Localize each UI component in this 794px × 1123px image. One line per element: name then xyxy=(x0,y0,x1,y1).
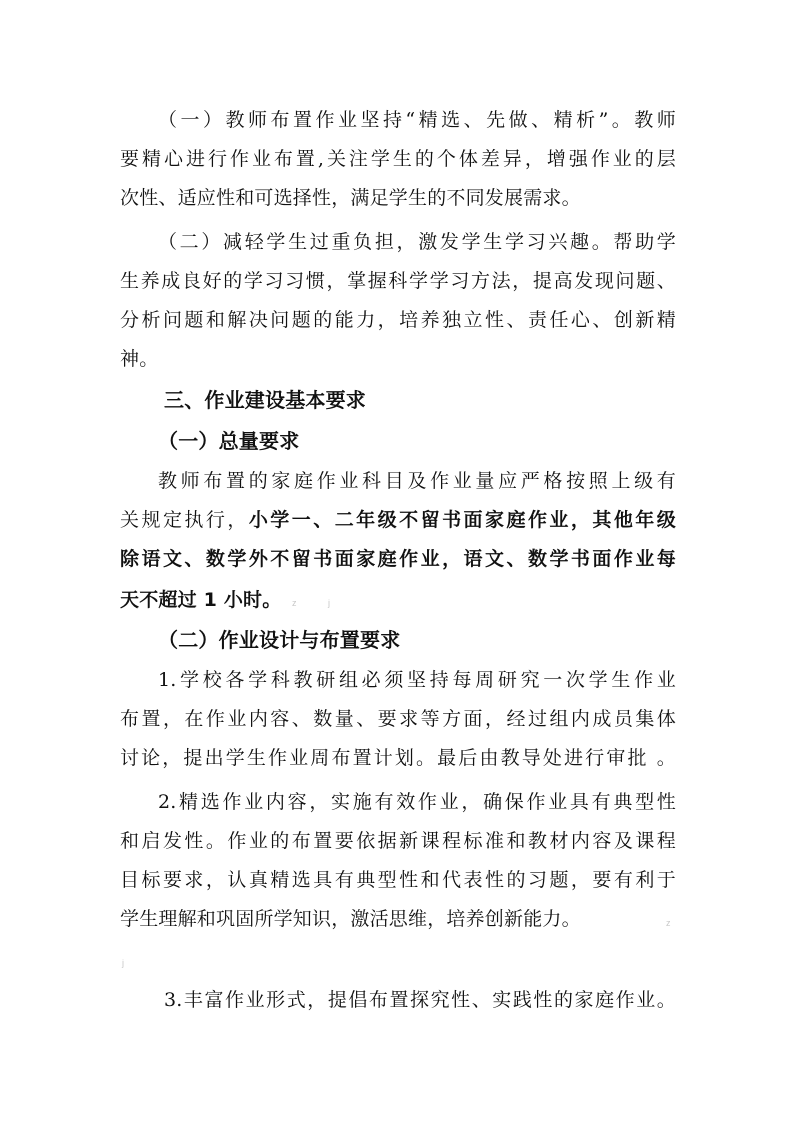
paragraph-4-line-2: 布置，在作业内容、数量、要求等方面，经过组内成员集体 xyxy=(120,708,676,730)
paragraph-1-line-1: （一）教师布置作业坚持“精选、先做、精析”。教师 xyxy=(158,109,676,131)
paragraph-5-line-1: 2.精选作业内容，实施有效作业，确保作业具有典型性 xyxy=(158,791,676,813)
paragraph-3-line-2 xyxy=(120,505,676,535)
paragraph-5-line-4: 学生理解和巩固所学知识，激活思维，培养创新能力。 xyxy=(120,908,581,930)
paragraph-5-line-3: 目标要求，认真精选具有典型性和代表性的习题，要有利于 xyxy=(120,869,676,891)
paragraph-4-line-1: 1.学校各学科教研组必须坚持每周研究一次学生作业 xyxy=(158,669,676,691)
paragraph-1-line-3: 次性、适应性和可选择性，满足学生的不同发展需求。 xyxy=(120,187,581,209)
paragraph-6-line-1: 3.丰富作业形式，提倡布置探究性、实践性的家庭作业。 xyxy=(164,989,676,1011)
paragraph-4-line-3: 讨论，提出学生作业周布置计划。最后由教导处进行审批 。 xyxy=(120,747,676,769)
paragraph-2-line-4: 神。 xyxy=(120,348,159,370)
document-page xyxy=(120,0,676,1123)
mark-z-2: z xyxy=(666,918,671,928)
sub-2-heading: （二）作业设计与布置要求 xyxy=(158,628,401,652)
paragraph-3-line-3: 除语文、数学外不留书面家庭作业，语文、数学书面作业每 xyxy=(120,548,676,570)
paragraph-2-line-1: （二）减轻学生过重负担，激发学生学习兴趣。帮助学 xyxy=(158,231,676,253)
section-3-heading: 三、作业建设基本要求 xyxy=(164,388,366,412)
sub-1-heading: （一）总量要求 xyxy=(158,429,300,453)
paragraph-3-line-4: 天不超过 1 小时。 xyxy=(120,589,282,611)
paragraph-3-line-2-normal: 关规定执行， xyxy=(120,509,249,531)
paragraph-2-line-3: 分析问题和解决问题的能力，培养独立性、责任心、创新精 xyxy=(120,309,676,331)
mark-z-1: z xyxy=(292,598,297,608)
paragraph-1-line-2: 要精心进行作业布置,关注学生的个体差异，增强作业的层 xyxy=(120,148,676,170)
mark-j-2: j xyxy=(122,958,124,968)
paragraph-3-line-2-bold: 小学一、二年级不留书面家庭作业，其他年级 xyxy=(248,509,676,531)
paragraph-2-line-2: 生养成良好的学习习惯，掌握科学学习方法，提高发现问题、 xyxy=(120,270,676,292)
paragraph-5-line-2: 和启发性。作业的布置要依据新课程标准和教材内容及课程 xyxy=(120,830,676,852)
paragraph-3-line-1: 教师布置的家庭作业科目及作业量应严格按照上级有 xyxy=(158,470,676,492)
mark-j-1: j xyxy=(328,598,330,608)
